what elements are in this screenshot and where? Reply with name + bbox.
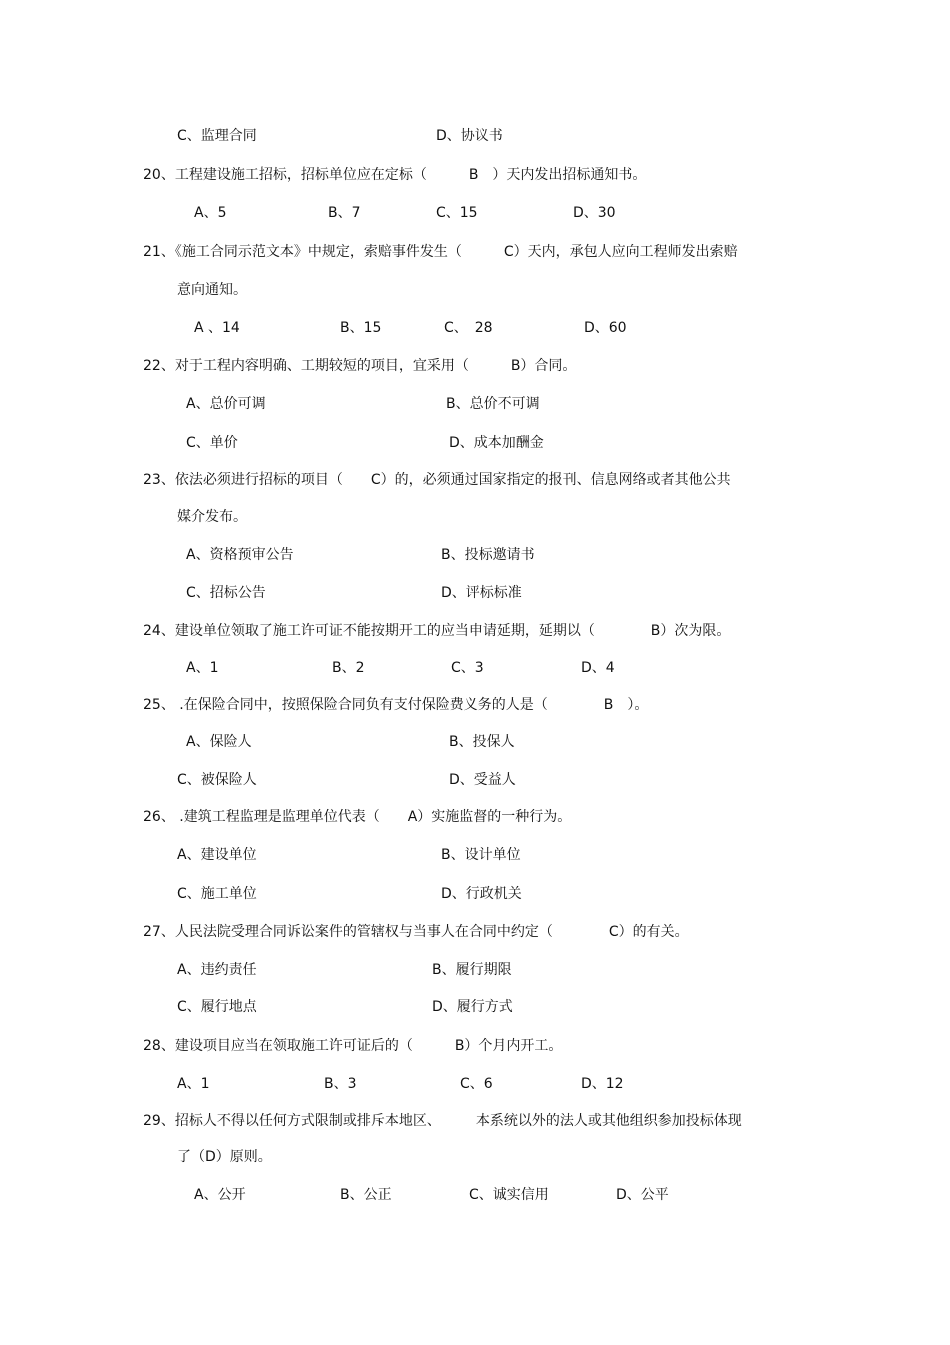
question-23: 23、依法必须进行招标的项目（ C）的，必须通过国家指定的报刊、信息网络或者其他公共: [143, 472, 731, 488]
question-27: 27、人民法院受理合同诉讼案件的管辖权与当事人在合同中约定（ C）的有关。: [143, 924, 689, 940]
question-29: 29、招标人不得以任何方式限制或排斥本地区、 本系统以外的法人或其他组织参加投标体现: [143, 1113, 742, 1129]
option-b: B、15: [340, 320, 382, 336]
question-28: 28、建设项目应当在领取施工许可证后的（ B）个月内开工。: [143, 1038, 563, 1054]
option-d: D、受益人: [449, 772, 516, 788]
option-a: A、公开: [194, 1187, 246, 1203]
option-a: A、1: [177, 1076, 210, 1092]
question-24: 24、建设单位领取了施工许可证不能按期开工的应当申请延期，延期以（ B）次为限。: [143, 623, 731, 639]
question-23-continuation: 媒介发布。: [177, 509, 247, 525]
option-b: B、公正: [340, 1187, 392, 1203]
option-c: C、单价: [186, 435, 238, 451]
option-c: C、施工单位: [177, 886, 257, 902]
option-d: D、行政机关: [441, 886, 522, 902]
option-b: B、履行期限: [432, 962, 512, 978]
question-21-continuation: 意向通知。: [177, 282, 247, 298]
question-29-continuation: 了（D）原则。: [177, 1149, 272, 1165]
option-c: C、招标公告: [186, 585, 266, 601]
question-21: 21、《施工合同示范文本》中规定，索赔事件发生（ C）天内，承包人应向工程师发出索赔: [143, 244, 738, 260]
option-b: B、投保人: [449, 734, 515, 750]
option-a: A、资格预审公告: [186, 547, 294, 563]
option-d: D、60: [584, 320, 627, 336]
option-a: A、保险人: [186, 734, 252, 750]
option-b: B、3: [324, 1076, 357, 1092]
option-a: A、总价可调: [186, 396, 266, 412]
option-a: A、违约责任: [177, 962, 257, 978]
option-c: C、履行地点: [177, 999, 257, 1015]
option-c: C、监理合同: [177, 128, 257, 144]
option-a: A 、14: [194, 320, 240, 336]
option-d: D、30: [573, 205, 616, 221]
question-20: 20、工程建设施工招标，招标单位应在定标（ B ）天内发出招标通知书。: [143, 167, 647, 183]
question-25: 25、 .在保险合同中，按照保险合同负有支付保险费义务的人是（ B ）。: [143, 697, 649, 713]
option-b: B、2: [332, 660, 365, 676]
question-26: 26、 .建筑工程监理是监理单位代表（ A）实施监督的一种行为。: [143, 809, 572, 825]
option-d: D、4: [581, 660, 615, 676]
option-a: A、5: [194, 205, 227, 221]
option-d: D、协议书: [436, 128, 503, 144]
option-b: B、7: [328, 205, 361, 221]
option-a: A、1: [186, 660, 219, 676]
option-b: B、总价不可调: [446, 396, 540, 412]
option-a: A、建设单位: [177, 847, 257, 863]
option-c: C、6: [460, 1076, 493, 1092]
option-b: B、投标邀请书: [441, 547, 535, 563]
question-22: 22、对于工程内容明确、工期较短的项目，宜采用（ B）合同。: [143, 358, 577, 374]
option-b: B、设计单位: [441, 847, 521, 863]
option-c: C、15: [436, 205, 478, 221]
option-d: D、12: [581, 1076, 624, 1092]
option-c: C、诚实信用: [469, 1187, 549, 1203]
option-d: D、公平: [616, 1187, 669, 1203]
option-d: D、评标标准: [441, 585, 522, 601]
option-c: C、3: [451, 660, 484, 676]
option-d: D、成本加酬金: [449, 435, 544, 451]
option-c: C、 28: [444, 320, 493, 336]
option-c: C、被保险人: [177, 772, 257, 788]
option-d: D、履行方式: [432, 999, 513, 1015]
